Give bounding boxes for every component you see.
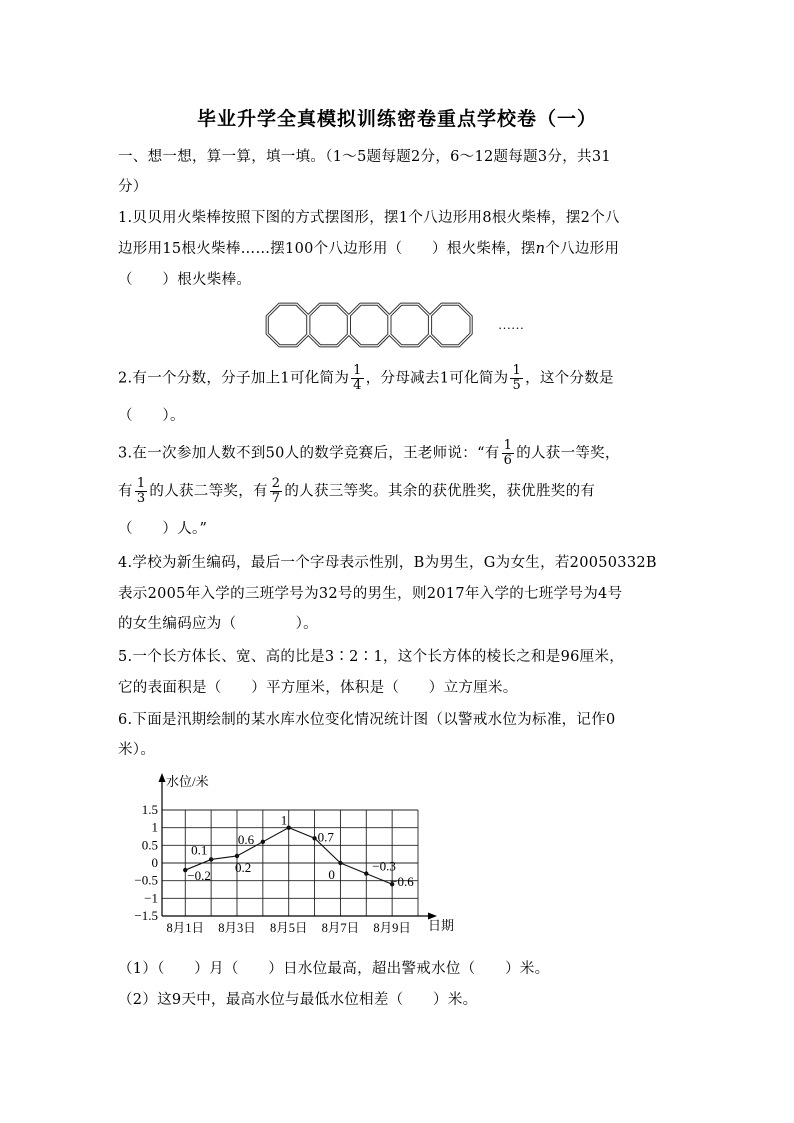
q5-line1: 5.一个长方体长、宽、高的比是3∶2∶1，这个长方体的棱长之和是96厘米，	[118, 649, 625, 665]
data-point	[312, 836, 316, 840]
q2-text-b: ，分母减去1可化简为	[365, 370, 509, 387]
q3-text-b: 的人获一等奖，	[516, 445, 620, 462]
matchstick-octagon-figure	[262, 300, 542, 352]
data-point	[338, 861, 342, 865]
data-point	[261, 840, 265, 844]
x-tick-label: 8月1日	[166, 921, 205, 935]
data-label: −0.3	[372, 858, 396, 874]
q3-frac1-numerator: 1	[503, 438, 513, 453]
q3-fraction-1	[502, 439, 515, 468]
q1-line3: （ ）根火柴棒。	[118, 272, 252, 288]
q4-line3: 的女生编码应为（ ）。	[118, 616, 318, 632]
data-label: 0.2	[234, 859, 252, 875]
chart-x-axis-label: 日期	[428, 918, 455, 933]
y-tick-label: 1	[151, 819, 158, 835]
x-tick-label: 8月5日	[269, 921, 308, 935]
x-tick-label: 8月9日	[373, 921, 411, 935]
q3-text-a: 3.在一次参加人数不到50人的数学竞赛后，王老师说：“有	[118, 445, 500, 462]
q2-frac2-denominator: 5	[512, 378, 522, 393]
data-point	[364, 871, 368, 875]
y-tick-label: 1.5	[141, 802, 158, 817]
q3-text-c: 有	[118, 483, 133, 500]
data-label: 0.6	[237, 831, 255, 847]
q2-frac2-numerator: 1	[512, 363, 522, 378]
section-heading-cont: 分）	[118, 179, 148, 195]
chart-x-tick-labels	[167, 921, 411, 935]
q1-line1: 1.贝贝用火柴棒按照下图的方式摆图形，摆1个八边形用8根火柴棒，摆2个八	[118, 210, 620, 226]
q3-frac1-denominator: 6	[503, 453, 513, 468]
section-heading: 一、想一想，算一算，填一填。（1～5题每题2分，6～12题每题3分，共31	[118, 149, 611, 165]
q3-fraction-2	[135, 477, 148, 506]
q2-fraction-1	[351, 364, 364, 393]
water-level-line-chart	[118, 770, 478, 940]
octagon-1-inner	[267, 304, 309, 346]
q1-variable-n: n	[535, 241, 546, 257]
q6-line1: 6.下面是汛期绘制的某水库水位变化情况统计图（以警戒水位为标准，记作0	[118, 712, 616, 728]
y-tick-label: 0.5	[141, 837, 158, 853]
q1-line2-end: 个八边形用	[545, 241, 620, 257]
page-title: 毕业升学全真模拟训练密卷重点学校卷（一）	[196, 108, 597, 130]
q3-line3: （ ）人。”	[118, 521, 208, 537]
figure-ellipsis: ……	[498, 317, 524, 332]
data-label: −0.6	[390, 874, 414, 890]
data-point	[209, 857, 213, 861]
x-tick-label: 8月3日	[218, 921, 256, 935]
data-label: 0.7	[317, 829, 334, 845]
chart-point-labels	[187, 813, 414, 890]
data-label: 0.1	[191, 842, 208, 858]
q3-text-d: 的人获二等奖，有	[149, 483, 268, 500]
x-tick-label: 8月7日	[321, 921, 360, 935]
q2-text-a: 2.有一个分数，分子加上1可化简为	[118, 370, 350, 387]
q2-line2: （ ）。	[118, 408, 185, 424]
chart-y-axis-label: 水位/米	[166, 774, 209, 789]
y-axis-arrow	[159, 773, 166, 782]
y-tick-label: −1.5	[134, 908, 158, 923]
octagon-2-inner	[308, 304, 350, 346]
octagon-4-inner	[389, 304, 431, 346]
chart-y-tick-labels	[134, 802, 158, 923]
octagon-3-inner	[348, 304, 390, 346]
data-label: 0	[328, 867, 335, 882]
q6-sub2: （2）这9天中，最高水位与最低水位相差（ ）米。	[118, 992, 478, 1008]
q6-sub1: （1）（ ）月（ ）日水位最高，超出警戒水位（ ）米。	[118, 961, 550, 977]
y-tick-label: −1	[144, 890, 158, 906]
y-tick-label: 0	[151, 855, 158, 870]
q5-line2: 它的表面积是（ ）平方厘米，体积是（ ）立方厘米。	[118, 680, 518, 696]
q3-frac2-numerator: 1	[136, 476, 146, 491]
q3-frac3-numerator: 2	[271, 476, 281, 491]
q4-line1: 4.学校为新生编码，最后一个字母表示性别，B为男生，G为女生，若20050332B	[118, 555, 657, 571]
q2-fraction-2	[510, 364, 523, 393]
q3-frac3-denominator: 7	[271, 491, 281, 506]
q1-line2	[118, 237, 619, 258]
data-point	[235, 854, 239, 858]
q3-line1	[118, 439, 620, 468]
q1-line2-text: 边形用15根火柴棒……摆100个八边形用（ ）根火柴棒，摆	[118, 241, 536, 257]
q2-frac1-denominator: 4	[353, 378, 362, 393]
q2-line1	[118, 364, 614, 393]
q2-text-c: ，这个分数是	[525, 370, 614, 387]
q3-fraction-3	[270, 477, 283, 506]
q3-line2	[118, 477, 595, 506]
q6-line2: 米）。	[118, 742, 156, 758]
q2-frac1-numerator: 1	[353, 363, 362, 378]
data-label: 1	[280, 812, 288, 828]
q3-frac2-denominator: 3	[136, 491, 146, 506]
octagon-5-inner	[430, 304, 472, 346]
q3-text-e: 的人获三等奖。其余的获优胜奖，获优胜奖的有	[284, 483, 596, 500]
q4-line2: 表示2005年入学的三班学号为32号的男生，则2017年入学的七班学号为4号	[118, 586, 623, 602]
y-tick-label: −0.5	[134, 872, 158, 888]
data-label: −0.2	[187, 868, 211, 884]
